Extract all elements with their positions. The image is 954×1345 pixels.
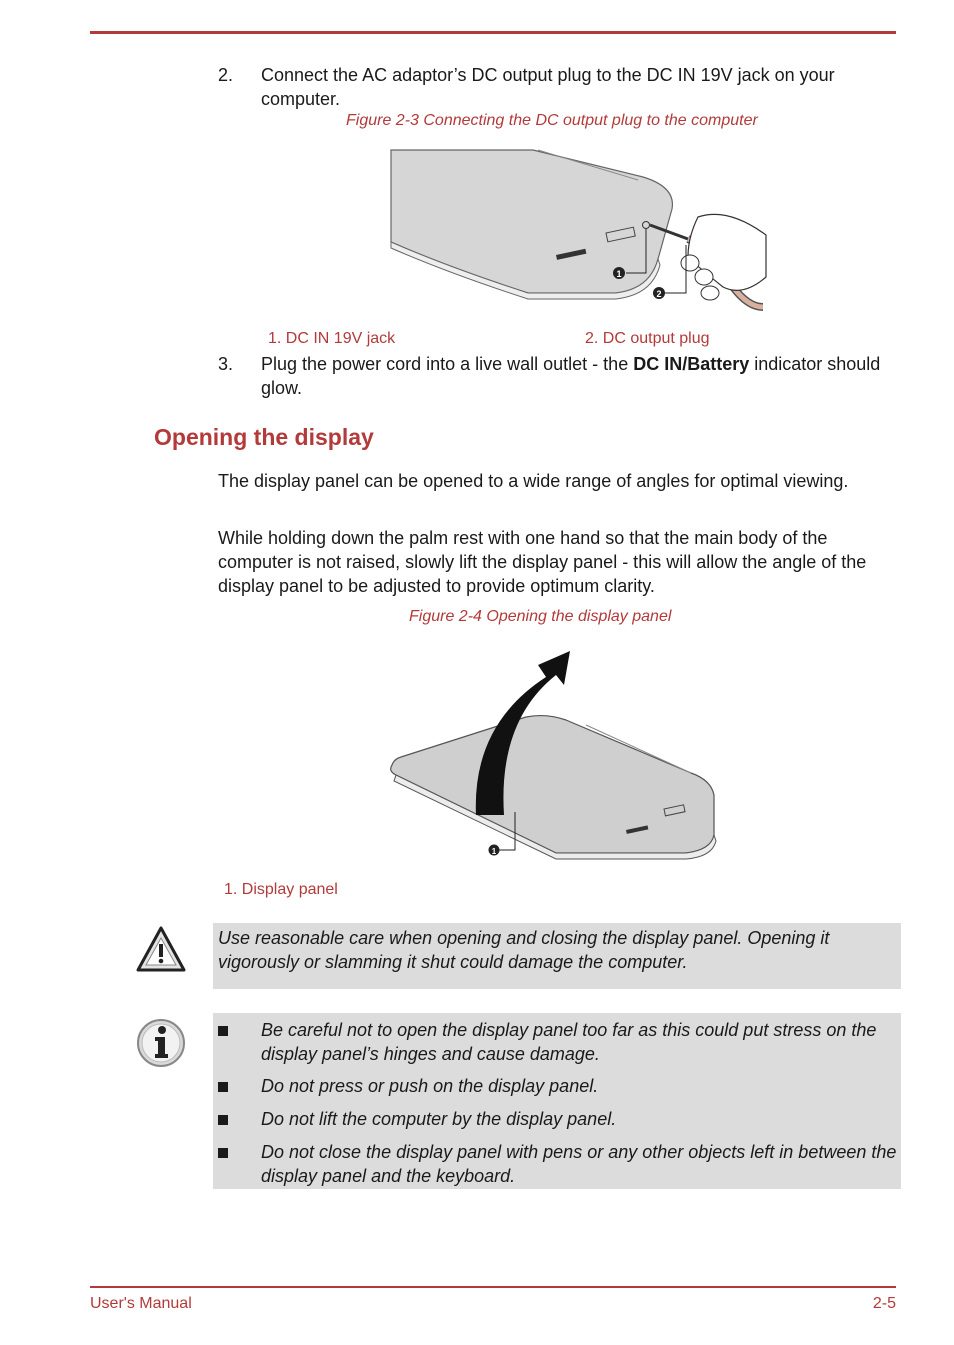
header-rule <box>90 31 896 34</box>
info-icon <box>135 1017 187 1069</box>
list-item: Do not close the display panel with pens or any other objects left in between the display panel and the keyboard. <box>213 1140 901 1190</box>
step-number: 2. <box>218 65 234 85</box>
figure-label-display-panel: 1. Display panel <box>224 881 338 898</box>
list-item: Do not press or push on the display panel. <box>213 1074 901 1100</box>
section-title: Opening the display <box>154 424 374 450</box>
paragraph: While holding down the palm rest with one hand so that the main body of the computer is not raised, slowly lift the display panel - this will allow the angle of the display panel to be adjusted to provide optimum clarity. <box>218 528 867 596</box>
laptop-opening-illustration <box>386 645 726 860</box>
bullet-square-icon <box>218 1148 228 1158</box>
callout-1: 1 <box>491 847 497 856</box>
footer-rule <box>90 1286 896 1288</box>
step-text: Connect the AC adaptor’s DC output plug to the DC IN 19V jack on your computer. <box>261 65 835 109</box>
info-note <box>213 1013 901 1189</box>
step-2 <box>218 63 898 111</box>
laptop-dc-plug-illustration <box>388 147 788 322</box>
bullet-square-icon <box>218 1082 228 1092</box>
figure-caption: Figure 2-4 Opening the display panel <box>409 608 672 625</box>
caution-text: Use reasonable care when opening and closing the display panel. Opening it vigorously or slamming it shut could damage the computer. <box>218 928 830 972</box>
list-item: Be careful not to open the display panel too far as this could put stress on the display panel’s hinges and cause damage. <box>213 1018 901 1068</box>
indicator-name: DC IN/Battery <box>633 354 750 374</box>
caution-note <box>213 923 901 989</box>
warning-triangle-icon <box>135 924 187 976</box>
callout-1: 1 <box>616 269 622 279</box>
callout-2: 2 <box>656 289 662 299</box>
step-3 <box>218 352 898 400</box>
page-number: 2-5 <box>872 1295 896 1312</box>
list-item: Do not lift the computer by the display panel. <box>213 1107 901 1133</box>
step-number: 3. <box>218 354 234 374</box>
step-text: Plug the power cord into a live wall outlet - the DC IN/Battery indicator should glow. <box>261 354 881 398</box>
bullet-square-icon <box>218 1115 228 1125</box>
footer-title: User's Manual <box>90 1295 192 1312</box>
figure-label-dc-in: 1. DC IN 19V jack <box>268 330 396 347</box>
figure-label-dc-plug: 2. DC output plug <box>585 330 710 347</box>
bullet-square-icon <box>218 1026 228 1036</box>
paragraph: The display panel can be opened to a wide range of angles for optimal viewing. <box>218 471 849 491</box>
figure-caption: Figure 2-3 Connecting the DC output plug to the computer <box>346 112 758 129</box>
